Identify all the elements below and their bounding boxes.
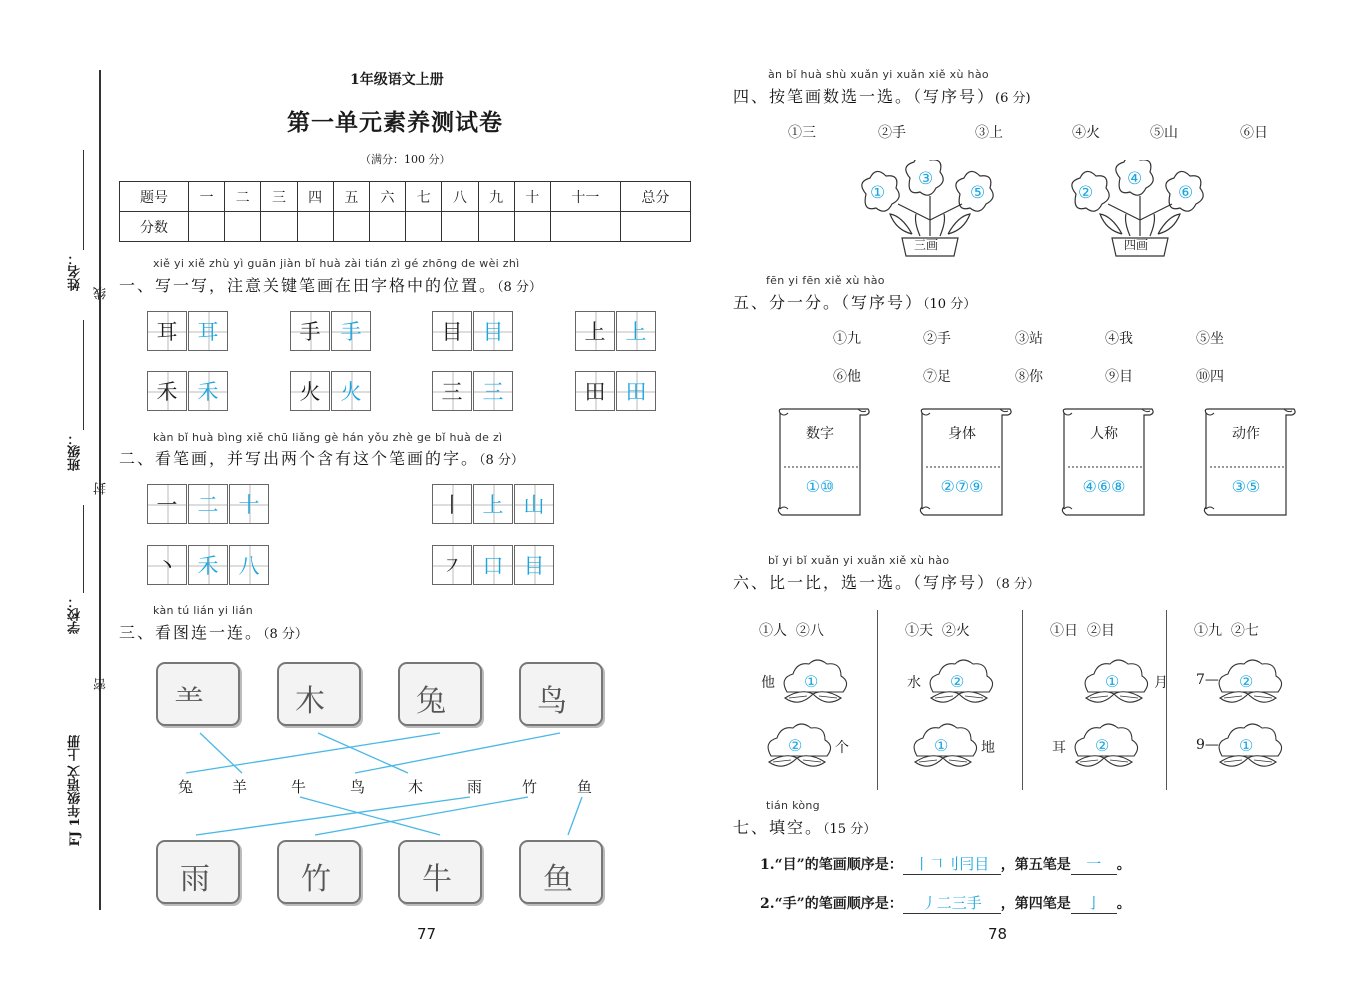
score-input-cell[interactable] — [333, 212, 369, 242]
q7-item2-blank2[interactable] — [1071, 892, 1117, 914]
q4-option: ①三 — [788, 125, 816, 141]
q4-option: ④火 — [1072, 125, 1100, 141]
q7-item2-answer2: 亅 — [1086, 894, 1102, 912]
q6-row2-suffix: 地 — [981, 740, 995, 756]
scroll-label: 动作 — [1232, 426, 1260, 442]
scroll-answer[interactable]: ④⑥⑧ — [1082, 477, 1126, 496]
q7-item-1 — [760, 853, 1131, 875]
q3-title — [119, 620, 308, 643]
score-header-cell: 一 — [189, 182, 225, 212]
match-word[interactable]: 鱼 — [577, 778, 593, 796]
rabbit-picture[interactable] — [398, 662, 482, 726]
q7-item2-prompt: 2.“手”的笔画顺序是： — [760, 896, 903, 912]
q6-group-options: ①天 ②火 — [905, 623, 970, 639]
school-underline — [83, 505, 84, 593]
page-number-left: 77 — [417, 925, 437, 943]
score-input-cell[interactable] — [620, 212, 690, 242]
tianzige-answer[interactable]: 耳 — [188, 311, 228, 351]
score-row-label: 分数 — [120, 212, 189, 242]
scroll-label: 数字 — [806, 426, 834, 442]
q4-title-text: 四、按笔画数选一选。（写序号） — [733, 87, 996, 106]
tianzige-model: 禾 — [147, 371, 187, 411]
score-input-cell[interactable] — [514, 212, 550, 242]
stroke-answer-cell[interactable]: 二 — [188, 484, 228, 524]
stroke-answer-cell[interactable]: 山 — [514, 484, 554, 524]
pot1-answer-right: ⑤ — [970, 183, 986, 203]
q5-title-text: 五、分一分。（写序号） — [733, 293, 924, 312]
stroke-cell: 丶 — [147, 545, 187, 585]
q4-title — [733, 84, 1031, 107]
q6-row2-suffix: 个 — [835, 740, 849, 756]
flower-blank[interactable] — [907, 722, 979, 774]
q5-option: ①九 — [833, 331, 861, 347]
match-word[interactable]: 兔 — [178, 778, 194, 796]
scroll-frame — [918, 405, 1012, 517]
flower-blank[interactable] — [1212, 722, 1284, 774]
pot1-answer-left: ① — [870, 183, 886, 203]
q5-option: ③站 — [1015, 331, 1043, 347]
pot1-stems — [898, 196, 962, 236]
seal-label: 封 — [94, 482, 109, 495]
stroke-answer-cell[interactable]: 口 — [473, 545, 513, 585]
scroll-label: 身体 — [948, 426, 976, 442]
score-header-cell: 六 — [369, 182, 405, 212]
q1-points: （8 分） — [497, 280, 542, 295]
score-header-cell: 九 — [478, 182, 514, 212]
q1-title — [119, 273, 542, 296]
flower-answer: ② — [1095, 736, 1110, 755]
score-input-cell[interactable] — [442, 212, 478, 242]
category-scroll — [776, 405, 870, 513]
picture-glyph: 鱼 — [543, 862, 573, 897]
secret-label: 密 — [94, 678, 109, 691]
tianzige-model: 田 — [575, 371, 615, 411]
flower-blank[interactable] — [1212, 658, 1284, 710]
grade-label: 1年级语文上册 — [350, 72, 444, 88]
q4-points: (6 分) — [995, 91, 1031, 106]
match-word[interactable]: 雨 — [467, 778, 483, 796]
score-table — [119, 181, 691, 242]
q7-item2-answer1: 丿二三手 — [921, 894, 982, 912]
q4-option: ⑥日 — [1240, 125, 1268, 141]
q5-title — [733, 290, 976, 313]
scroll-frame — [776, 405, 870, 517]
match-line-rabbit — [186, 733, 440, 773]
tianzige-answer[interactable]: 火 — [331, 371, 371, 411]
stroke-answer-cell[interactable]: 禾 — [188, 545, 228, 585]
q7-item2-end: 。 — [1116, 896, 1131, 912]
q6-row2-prefix: 耳 — [1052, 740, 1066, 756]
match-line-rain — [196, 797, 470, 835]
score-input-cell[interactable] — [406, 212, 442, 242]
flower-answer: ① — [1105, 672, 1120, 691]
picture-glyph: 木 — [295, 684, 325, 719]
q2-title — [119, 446, 524, 469]
q7-item1-blank2[interactable] — [1071, 853, 1117, 875]
scroll-answer[interactable]: ①⑩ — [805, 477, 835, 496]
stroke-cell: ㇇ — [432, 545, 472, 585]
stroke-cell: 丨 — [432, 484, 472, 524]
page-number-right: 78 — [988, 925, 1008, 943]
flower-answer: ② — [1239, 672, 1254, 691]
q6-row1-prefix: 水 — [907, 675, 921, 691]
ox-picture[interactable] — [398, 840, 482, 904]
q6-pinyin: bǐ yi bǐ xuǎn yi xuǎn xiě xù hào — [768, 554, 950, 567]
q5-option: ⑨目 — [1105, 369, 1133, 385]
match-word[interactable]: 竹 — [522, 778, 538, 796]
scroll-frame — [1060, 405, 1154, 517]
q6-title-text: 六、比一比，选一选。（写序号） — [733, 573, 996, 592]
stroke-answer-cell[interactable]: 上 — [473, 484, 513, 524]
pot1-answer-mid: ③ — [918, 169, 934, 189]
tianzige-model: 上 — [575, 311, 615, 351]
category-scroll — [1202, 405, 1296, 513]
flower-answer: ① — [1239, 736, 1254, 755]
fish-picture[interactable] — [519, 840, 603, 904]
q5-option: ④我 — [1105, 331, 1133, 347]
q7-item1-blank1[interactable] — [903, 853, 1001, 875]
book-label: FJ 1年级语文 上册 — [68, 735, 83, 847]
q6-group-options: ①人 ②八 — [759, 623, 824, 639]
bamboo-picture[interactable] — [277, 840, 361, 904]
pot2-answer-mid: ④ — [1127, 169, 1143, 189]
q6-points: （8 分） — [995, 577, 1040, 592]
tianzige-answer[interactable]: 目 — [473, 311, 513, 351]
match-line-bamboo — [315, 797, 528, 835]
q5-points: （10 分） — [923, 297, 977, 312]
scroll-label: 人称 — [1090, 426, 1118, 442]
q6-row1-prefix: 他 — [761, 675, 775, 691]
q4-option: ②手 — [878, 125, 906, 141]
q5-option: ⑦足 — [923, 369, 951, 385]
flower-blank[interactable] — [1078, 658, 1150, 710]
q6-divider-2 — [1022, 610, 1023, 790]
q7-item2-mid: ，第四笔是 — [1000, 896, 1071, 912]
picture-glyph: ⺷ — [174, 684, 204, 719]
q3-pinyin: kàn tú lián yi lián — [153, 604, 254, 617]
bird-picture[interactable] — [519, 662, 603, 726]
picture-glyph: 牛 — [422, 862, 452, 897]
q6-title — [733, 570, 1040, 593]
tianzige-answer[interactable]: 手 — [331, 311, 371, 351]
stroke-answer-cell[interactable]: 八 — [229, 545, 269, 585]
score-input-cell[interactable] — [189, 212, 225, 242]
q7-item1-answer2: 一 — [1086, 855, 1102, 873]
tianzige-model: 目 — [432, 311, 472, 351]
q1-title-text: 一、写一写，注意关键笔画在田字格中的位置。 — [119, 276, 498, 295]
pot2-stems — [1108, 196, 1172, 236]
picture-glyph: 雨 — [180, 862, 210, 897]
q1-pinyin: xiě yi xiě zhù yì guān jiàn bǐ huà zài tián zì gé zhōng de wèi zhì — [153, 257, 520, 270]
match-line-fish — [568, 797, 582, 835]
tianzige-model: 手 — [290, 311, 330, 351]
q2-points: （8 分） — [479, 453, 524, 468]
q7-points: （15 分） — [823, 822, 877, 837]
match-word[interactable]: 鸟 — [350, 778, 366, 796]
picture-glyph: 兔 — [416, 684, 446, 719]
score-input-cell[interactable] — [478, 212, 514, 242]
q6-divider-1 — [877, 610, 878, 790]
score-value-row — [120, 212, 691, 242]
page-title: 第一单元素养测试卷 — [287, 109, 503, 136]
score-header-cell: 二 — [225, 182, 261, 212]
match-word[interactable]: 牛 — [291, 778, 307, 796]
school-label: 学校： — [68, 595, 83, 634]
tianzige-answer[interactable]: 上 — [616, 311, 656, 351]
flower-blank[interactable] — [761, 722, 833, 774]
score-header-cell: 十一 — [550, 182, 620, 212]
class-label: 班级： — [68, 432, 83, 471]
flower-blank[interactable] — [1068, 722, 1140, 774]
scroll-answer[interactable]: ③⑤ — [1231, 477, 1261, 496]
match-line-tree — [318, 733, 408, 773]
q3-points: （8 分） — [263, 627, 308, 642]
match-word[interactable]: 羊 — [232, 778, 248, 796]
q7-item1-answer1: 丨𠃍刂冃目 — [914, 855, 990, 873]
score-header-cell: 八 — [442, 182, 478, 212]
q4-option: ③上 — [975, 125, 1003, 141]
q6-row1-suffix: 月 — [1154, 675, 1168, 691]
q7-pinyin: tián kòng — [766, 799, 820, 812]
score-header-cell: 七 — [406, 182, 442, 212]
tianzige-answer[interactable]: 禾 — [188, 371, 228, 411]
flower-pot-2 — [1070, 160, 1230, 260]
q5-option: ②手 — [923, 331, 951, 347]
category-scroll — [1060, 405, 1154, 513]
tianzige-answer[interactable]: 田 — [616, 371, 656, 411]
q7-item1-prompt: 1.“目”的笔画顺序是： — [760, 857, 903, 873]
class-underline — [83, 320, 84, 430]
picture-glyph: 鸟 — [537, 684, 567, 719]
full-score: （满分：100 分） — [360, 153, 451, 166]
tianzige-answer[interactable]: 三 — [473, 371, 513, 411]
q7-item2-blank1[interactable] — [903, 892, 1001, 914]
q4-option: ⑤山 — [1150, 125, 1178, 141]
score-header-row — [120, 182, 691, 212]
match-line-bird — [355, 733, 560, 773]
q6-group-options: ①九 ②七 — [1194, 623, 1259, 639]
q7-item-2 — [760, 892, 1131, 914]
tianzige-model: 三 — [432, 371, 472, 411]
tianzige-model: 耳 — [147, 311, 187, 351]
pot1-label: 三画 — [914, 238, 939, 252]
score-header-cell: 题号 — [120, 182, 189, 212]
q2-title-text: 二、看笔画，并写出两个含有这个笔画的字。 — [119, 449, 480, 468]
q5-option: ⑤坐 — [1196, 331, 1224, 347]
sheep-picture[interactable] — [156, 662, 240, 726]
flower-answer: ① — [934, 736, 949, 755]
stroke-answer-cell[interactable]: 十 — [229, 484, 269, 524]
score-input-cell[interactable] — [225, 212, 261, 242]
q6-group-options: ①日 ②目 — [1050, 623, 1115, 639]
stroke-answer-cell[interactable]: 目 — [514, 545, 554, 585]
q5-option: ⑥他 — [833, 369, 861, 385]
flower-answer: ① — [804, 672, 819, 691]
score-header-cell: 十 — [514, 182, 550, 212]
name-label: 姓名： — [68, 252, 83, 291]
tianzige-model: 火 — [290, 371, 330, 411]
scroll-answer[interactable]: ②⑦⑨ — [940, 477, 984, 496]
picture-glyph: 竹 — [301, 862, 331, 897]
q5-option: ⑩四 — [1196, 369, 1224, 385]
q5-pinyin: fēn yi fēn xiě xù hào — [766, 274, 885, 287]
q5-option: ⑧你 — [1015, 369, 1043, 385]
flower-answer: ② — [950, 672, 965, 691]
q7-item1-mid: ，第五笔是 — [1000, 857, 1071, 873]
name-underline — [83, 150, 84, 250]
score-input-cell[interactable] — [550, 212, 620, 242]
flower-blank[interactable] — [923, 658, 995, 710]
q4-pinyin: àn bǐ huà shù xuǎn yi xuǎn xiě xù hào — [768, 68, 989, 81]
q7-title — [733, 815, 876, 838]
q6-divider-3 — [1166, 610, 1167, 790]
q7-title-text: 七、填空。 — [733, 818, 824, 837]
match-word[interactable]: 木 — [408, 778, 424, 796]
q6-row1-prefix: 7— — [1196, 672, 1219, 688]
q7-item1-end: 。 — [1116, 857, 1131, 873]
score-input-cell[interactable] — [261, 212, 297, 242]
score-input-cell[interactable] — [369, 212, 405, 242]
flower-answer: ② — [788, 736, 803, 755]
category-scroll — [918, 405, 1012, 513]
flower-blank[interactable] — [777, 658, 849, 710]
score-header-cell: 五 — [333, 182, 369, 212]
score-input-cell[interactable] — [297, 212, 333, 242]
scroll-frame — [1202, 405, 1296, 517]
score-header-cell: 四 — [297, 182, 333, 212]
q6-row2-prefix: 9— — [1196, 737, 1219, 753]
stroke-cell: 一 — [147, 484, 187, 524]
line-label: 线 — [94, 287, 109, 300]
score-header-cell: 总分 — [620, 182, 690, 212]
score-header-cell: 三 — [261, 182, 297, 212]
q2-pinyin: kàn bǐ huà bìng xiě chū liǎng gè hán yǒu zhè ge bǐ huà de zì — [153, 431, 503, 444]
q3-title-text: 三、看图连一连。 — [119, 623, 264, 642]
pot2-answer-left: ② — [1078, 183, 1094, 203]
tree-picture[interactable] — [277, 662, 361, 726]
pot2-label: 四画 — [1124, 238, 1149, 252]
pot2-answer-right: ⑥ — [1178, 183, 1194, 203]
rain-picture[interactable] — [156, 840, 240, 904]
